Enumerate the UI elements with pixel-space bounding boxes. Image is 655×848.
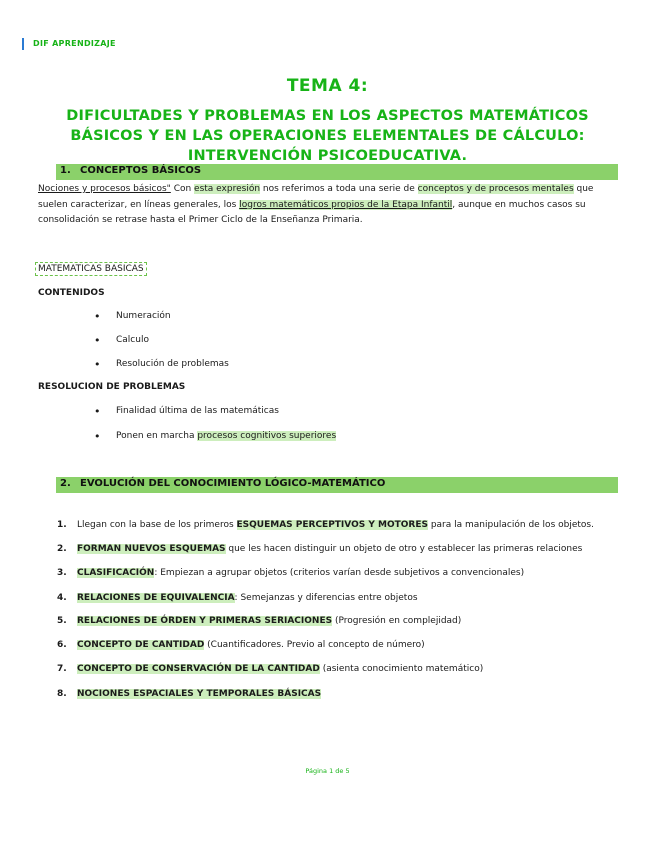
section-2-heading <box>56 477 618 493</box>
contenidos-label: CONTENIDOS <box>38 288 105 298</box>
intro-highlight-logros: logros matemáticos propios de la Etapa Infantil <box>239 199 453 210</box>
document-header: DIF APRENDIZAJE <box>33 39 116 48</box>
bullet-icon: • <box>94 310 101 323</box>
tema-heading: TEMA 4: <box>286 76 369 96</box>
header-accent-bar <box>22 38 24 50</box>
section-1-label: CONCEPTOS BÁSICOS <box>80 165 202 176</box>
section-1-number: 1. <box>60 165 71 176</box>
intro-term: Nociones y procesos básicos" <box>38 184 171 194</box>
highlight-procesos: procesos cognitivos superiores <box>197 431 337 441</box>
page-title: DIFICULTADES Y PROBLEMAS EN LOS ASPECTOS MATEMÁTICOS BÁSICOS Y EN LAS OPERACIONES ELEMENTALES DE CÁLCULO: INTERVENCIÓN PSICOEDUCATIVA. <box>66 108 589 164</box>
bullet-icon: • <box>94 430 101 443</box>
section-1-heading <box>56 164 618 180</box>
bullet-icon: • <box>94 358 101 371</box>
bullet-icon: • <box>94 334 101 347</box>
page-footer: Página 1 de 5 <box>305 767 350 775</box>
bullet-icon: • <box>94 405 101 418</box>
intro-highlight-concepts: conceptos y de procesos mentales <box>417 184 574 194</box>
intro-paragraph: Nociones y procesos básicos" Con esta expresión nos referimos a toda una serie de conceptos y de procesos mentales que suelen caracterizar, en líneas generales, los logros matemáticos propios de la Etapa Infantil, aunque en muchos casos su consolidación se retrase hasta el Primer Ciclo de la Enseñanza Primaria. <box>38 184 594 225</box>
intro-highlight-expression: esta expresión <box>194 184 261 194</box>
section-2-label: EVOLUCIÓN DEL CONOCIMIENTO LÓGICO-MATEMÁTICO <box>80 478 386 489</box>
resolucion-label: RESOLUCION DE PROBLEMAS <box>38 382 186 392</box>
section-2-number: 2. <box>60 478 71 489</box>
matematicas-basicas-label: MATEMATICAS BASICAS <box>35 262 147 276</box>
